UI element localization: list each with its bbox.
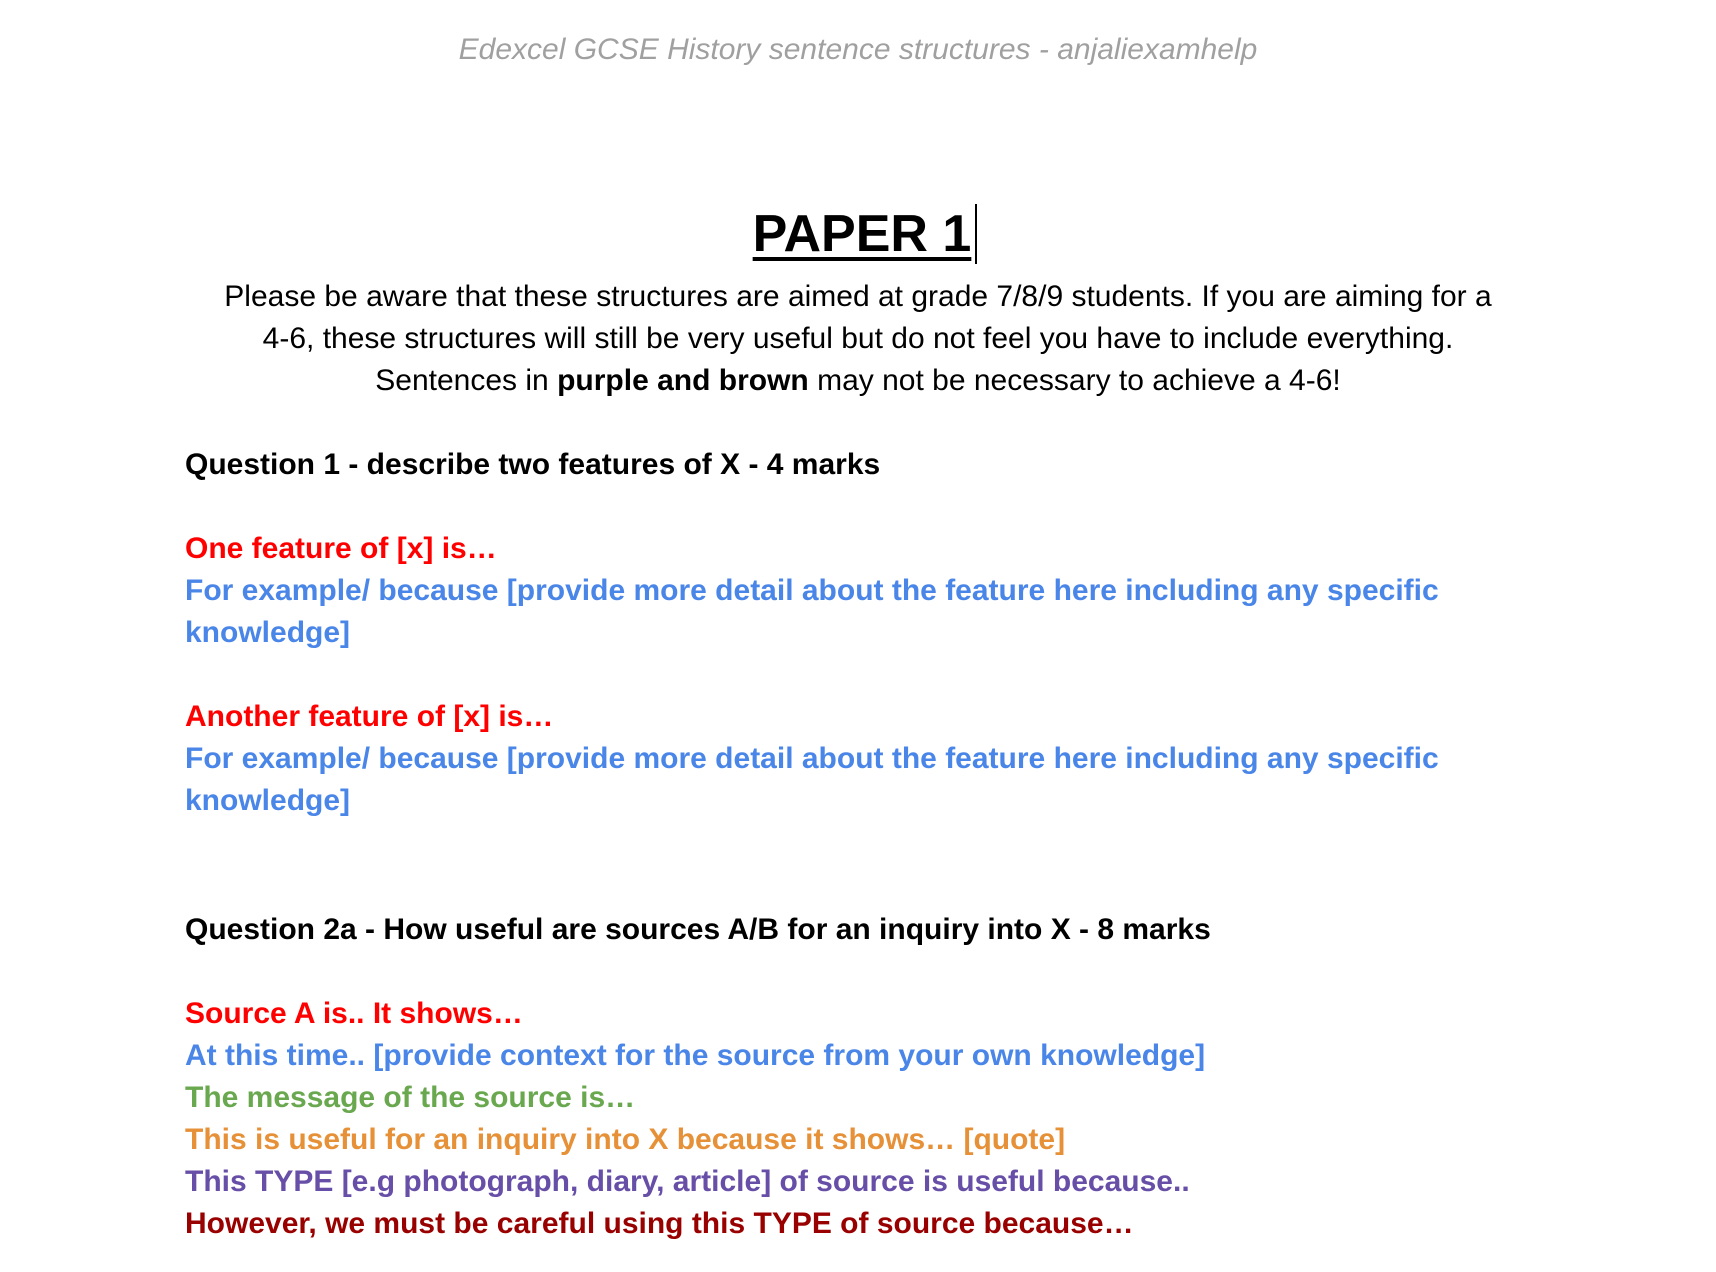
question-2a-section [185, 909, 1565, 1245]
document-header: Edexcel GCSE History sentence structures - anjaliexamhelp [458, 33, 1258, 66]
feature-2-lead: Another feature of [x] is… [185, 700, 554, 733]
spacer [185, 951, 1565, 993]
spacer [185, 654, 1565, 696]
question-1-heading: Question 1 - describe two features of X - 4 marks [185, 448, 881, 481]
spacer [185, 486, 1565, 528]
question-2a-heading: Question 2a - How useful are sources A/B for an inquiry into X - 8 marks [185, 913, 1211, 946]
intro-line-3-pre: Sentences in [375, 364, 558, 397]
intro-bold-colors: purple and brown [557, 364, 809, 397]
q2a-line-type: This TYPE [e.g photograph, diary, article] of source is useful because.. [185, 1165, 1190, 1198]
intro-line-2: 4-6, these structures will still be very useful but do not feel you have to include everything. [262, 322, 1454, 355]
q2a-line-usefulness: This is useful for an inquiry into X because it shows… [quote] [185, 1123, 1066, 1156]
question-1-section [185, 444, 1565, 822]
intro-line-3 [150, 360, 1566, 402]
feature-1-detail: For example/ because [provide more detail about the feature here including any specific knowledge] [185, 574, 1439, 649]
q2a-line-source: Source A is.. It shows… [185, 997, 523, 1030]
feature-2-detail: For example/ because [provide more detail about the feature here including any specific knowledge] [185, 742, 1439, 817]
intro-paragraph [150, 276, 1566, 402]
intro-line-1: Please be aware that these structures are aimed at grade 7/8/9 students. If you are aiming for a [224, 280, 1492, 313]
intro-line-3-post: may not be necessary to achieve a 4-6! [808, 364, 1341, 397]
page-title-container [0, 204, 1716, 264]
q2a-line-context: At this time.. [provide context for the source from your own knowledge] [185, 1039, 1206, 1072]
q2a-line-caution: However, we must be careful using this TYPE of source because… [185, 1207, 1134, 1240]
q2a-line-message: The message of the source is… [185, 1081, 636, 1114]
page-title[interactable]: PAPER 1 [739, 204, 978, 264]
feature-1-lead: One feature of [x] is… [185, 532, 497, 565]
